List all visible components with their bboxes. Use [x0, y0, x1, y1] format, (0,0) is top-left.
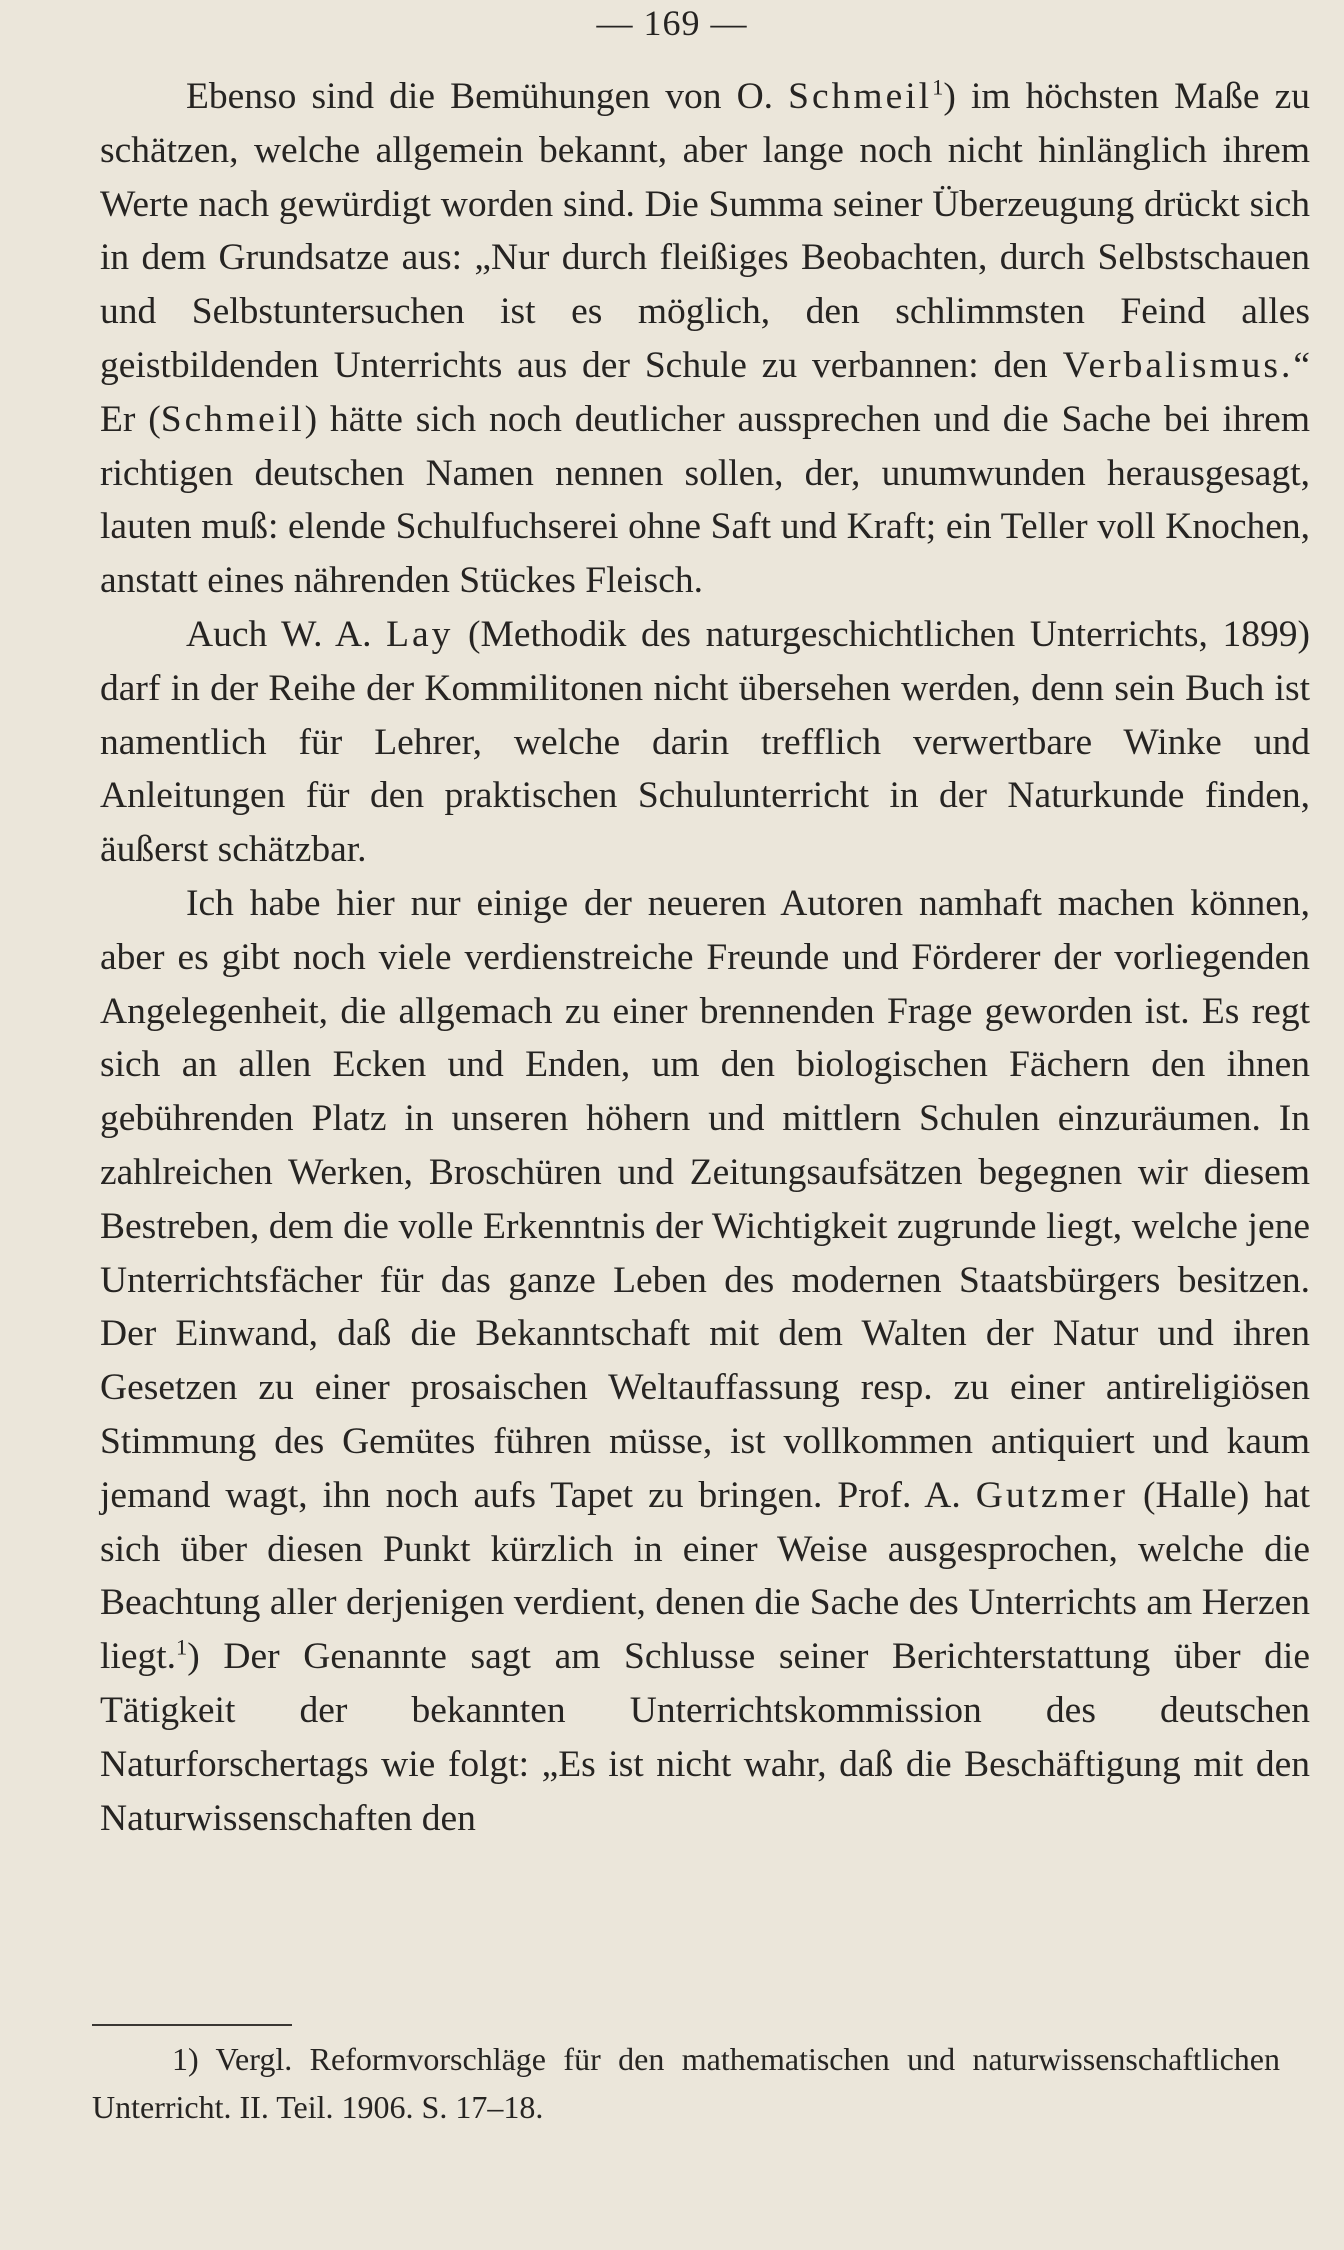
footnote-marker: 1: [932, 74, 944, 100]
text-run: (Halle) hat sich über diesen Punkt kürzlich in einer Weise ausgesprochen, welche die Beachtung aller derjenigen verdient, denen die Sache des Unterrichts am Herzen liegt.: [100, 1474, 1311, 1678]
paragraph-autoren: [100, 877, 1310, 1845]
text-run: ) im höchsten Maße zu schätzen, welche allgemein bekannt, aber lange noch nicht hinlänglich ihrem Werte nach gewürdigt worden sind. Die Summa seiner Überzeugung drückt sich in dem Grundsatze aus: „Nur durch fleißiges Beobachten, durch Selbstschauen und Selbstuntersuchen ist es möglich, den schlimmsten Feind alles geistbildenden Unterrichts aus der Schule zu verbannen: den: [100, 76, 1310, 386]
text-run: Auch W. A.: [186, 613, 387, 655]
footnote: 1) Vergl. Reformvorschläge für den mathematischen und naturwissenschaftlichen Unterricht. II. Teil. 1906. S. 17–18.: [92, 2041, 1280, 2125]
paragraph-lay: [100, 608, 1310, 877]
footnote-divider: [92, 2024, 292, 2026]
footnote-marker: 1: [176, 1634, 188, 1660]
text-run: Ich habe hier nur einige der neueren Autoren namhaft machen können, aber es gibt noch viele verdienstreiche Freunde und Förderer der vorliegenden Angelegenheit, die allgemach zu einer brennenden Frage geworden ist. Es regt sich an allen Ecken und Enden, um den biologischen Fächern den ihnen gebührenden Platz in unseren höhern und mittlern Schulen einzuräumen. In zahlreichen Werken, Broschüren und Zeitungsaufsätzen begegnen wir diesem Bestreben, dem die volle Erkenntnis der Wichtigkeit zugrunde liegt, welche jene Unterrichtsfächer für das ganze Leben des modernen Staatsbürgers besitzen. Der Einwand, daß die Bekanntschaft mit dem Walten der Natur und ihren Gesetzen zu einer prosaischen Weltauffassung resp. zu einer antireligiösen Stimmung des Gemütes führen müsse, ist vollkommen antiquiert und kaum jemand wagt, ihn noch aufs Tapet zu bringen. Prof. A.: [100, 882, 1310, 1516]
body-text: [100, 70, 1310, 1845]
text-run: ) Der Genannte sagt am Schlusse seiner Berichterstattung über die Tätigkeit der bekannten Unterrichtskommission des deutschen Naturforschertags wie folgt: „Es ist nicht wahr, daß die Beschäftigung mit den Naturwissenschaften den: [100, 1636, 1310, 1839]
text-run: Ebenso sind die Bemühungen von O.: [186, 76, 789, 117]
author-name: Schmeil: [788, 76, 933, 117]
emphasized-term: Verbalismus.: [1062, 344, 1294, 386]
author-name: Lay: [386, 613, 454, 655]
text-run: ) hätte sich noch deutlicher aussprechen und die Sache bei ihrem richtigen deutschen Namen nennen sollen, der, unumwunden herausgesagt, lauten muß: elende Schulfuchserei ohne Saft und Kraft; ein Teller voll Knochen, anstatt eines nährenden Stückes Fleisch.: [100, 398, 1310, 602]
paragraph-schmeil: [100, 70, 1310, 608]
author-name: Gutzmer: [975, 1474, 1128, 1516]
author-name: Schmeil: [160, 398, 305, 440]
page-number: — 169 —: [596, 3, 748, 43]
text-run: “ Er (: [100, 344, 1310, 440]
text-run: (Methodik des naturgeschichtlichen Unterrichts, 1899) darf in der Reihe der Kommilitonen nicht übersehen werden, denn sein Buch ist namentlich für Lehrer, welche darin trefflich verwertbare Winke und Anleitungen für den praktischen Schulunterricht in der Naturkunde finden, äußerst schätzbar.: [100, 613, 1310, 871]
